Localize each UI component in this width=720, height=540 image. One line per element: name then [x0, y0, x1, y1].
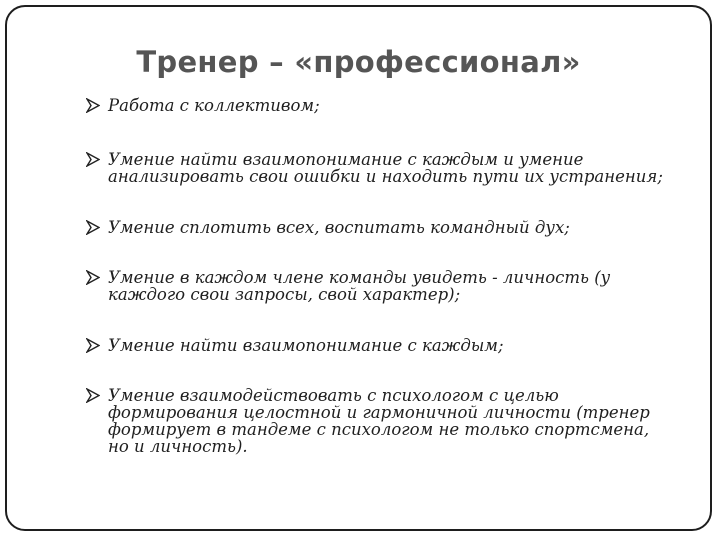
arrow-bullet-icon — [86, 98, 100, 113]
bullet-text: Работа с коллективом; — [108, 96, 320, 115]
bullet-text: Умение в каждом члене команды увидеть - личность (у каждого свои запросы, свой характер); — [108, 268, 611, 304]
slide-title: Тренер – «профессионал» — [136, 45, 581, 79]
bullet-text: Умение взаимодействовать с психологом с целью формирования целостной и гармоничной личности (тренер формирует в тандеме с психологом не только спортсмена, но и личность). — [108, 386, 650, 456]
list-item — [82, 219, 672, 236]
arrow-bullet-icon — [86, 338, 100, 353]
arrow-bullet-icon — [86, 152, 100, 167]
arrow-bullet-icon — [86, 220, 100, 235]
list-item — [82, 151, 672, 185]
list-item — [82, 337, 672, 354]
list-item — [82, 269, 672, 303]
arrow-bullet-icon — [86, 388, 100, 403]
slide-frame — [5, 5, 712, 531]
arrow-bullet-icon — [86, 270, 100, 285]
list-item — [82, 387, 672, 455]
bullet-text: Умение найти взаимопонимание с каждым; — [108, 336, 504, 355]
bullet-text: Умение найти взаимопонимание с каждым и умение анализировать свои ошибки и находить пути их устранения; — [108, 150, 663, 186]
bullet-text: Умение сплотить всех, воспитать командный дух; — [108, 218, 570, 237]
list-item — [82, 97, 672, 114]
